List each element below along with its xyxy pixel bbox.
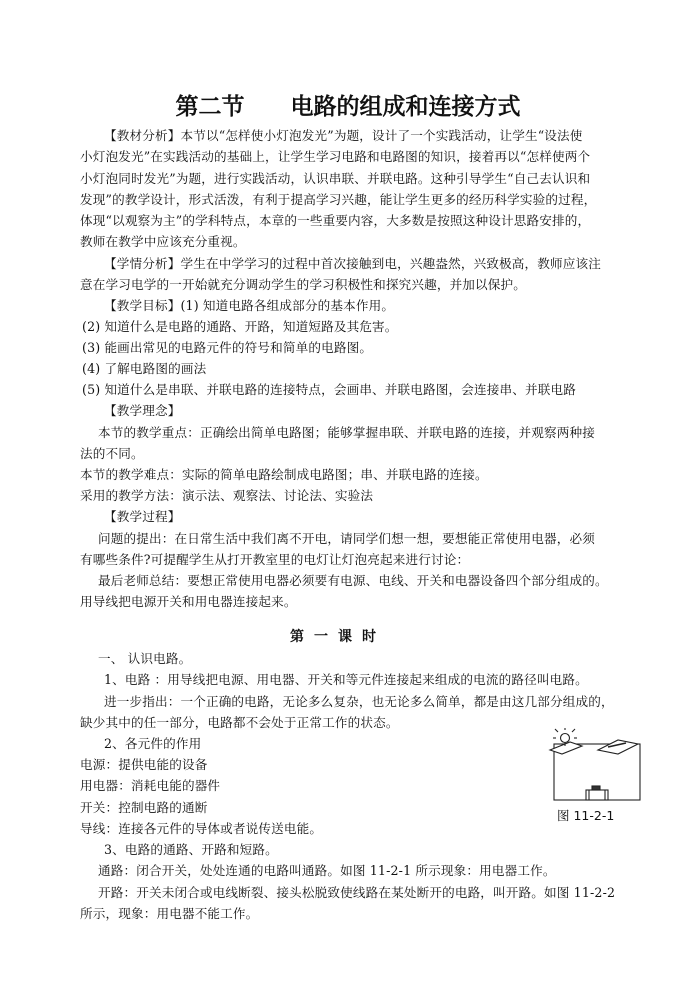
paragraph-line: 意在学习电学的一开始就充分调动学生的学习积极性和探究兴趣，并加以保护。 bbox=[80, 277, 527, 292]
paragraph-line: 【教学目标】(1) 知道电路各组成部分的基本作用。 bbox=[104, 298, 395, 313]
lesson-line: 进一步指出：一个正确的电路，无论多么复杂，也无论多么简单，都是由这几部分组成的， bbox=[104, 694, 614, 709]
lesson-line: 开关：控制电路的通断 bbox=[80, 800, 208, 815]
lesson-line: 通路：闭合开关，处处连通的电路叫通路。如图 11-2-1 所示现象：用电器工作。 bbox=[98, 863, 556, 878]
paragraph-line: 【学情分析】学生在中学学习的过程中首次接触到电，兴趣盎然，兴致极高，教师应该注 bbox=[104, 256, 602, 271]
paragraph-line: (2) 知道什么是电路的通路、开路，知道短路及其危害。 bbox=[82, 319, 398, 334]
lesson-line: 缺少其中的任一部分，电路都不会处于正常工作的状态。 bbox=[80, 715, 399, 730]
lesson-line: 所示，现象：用电器不能工作。 bbox=[80, 906, 259, 921]
paragraph-line: 教师在教学中应该充分重视。 bbox=[80, 234, 246, 249]
paragraph-line: 【教学过程】 bbox=[104, 509, 181, 524]
paragraph-line: 本节的教学重点：正确绘出简单电路图；能够掌握串联、并联电路的连接，并观察两种接 bbox=[98, 425, 596, 440]
page-title: 第二节 电路的组成和连接方式 bbox=[175, 94, 521, 120]
lesson-line: 一、 认识电路。 bbox=[98, 651, 192, 666]
figure-caption: 图 11-2-1 bbox=[557, 808, 615, 823]
paragraph-line: 体现“以观察为主”的学科特点，本章的一些重要内容，大多数是按照这种设计思路安排的， bbox=[80, 213, 591, 228]
paragraph-line: 用导线把电源开关和用电器连接起来。 bbox=[80, 594, 297, 609]
lesson-line: 开路：开关未闭合或电线断裂、接头松脱致使线路在某处断开的电路，叫开路。如图 11-2-2 bbox=[98, 885, 616, 900]
paragraph-line: 小灯泡同时发光”为题，进行实践活动，认识串联、并联电路。这种引导学生“自己去认识和 bbox=[80, 171, 591, 186]
light-ray bbox=[572, 729, 575, 732]
lesson-line: 导线：连接各元件的导体或者说传送电能。 bbox=[80, 821, 323, 836]
paragraph-line: 采用的教学方法：演示法、观察法、讨论法、实验法 bbox=[80, 488, 374, 503]
paragraph-line: 本节的教学难点：实际的简单电路绘制成电路图；串、并联电路的连接。 bbox=[80, 467, 488, 482]
paragraph-line: (3) 能画出常见的电路元件的符号和简单的电路图。 bbox=[82, 340, 373, 355]
lesson-line: 1、电路 ：用导线把电源、用电器、开关和等元件连接起来组成的电流的路径叫电路。 bbox=[104, 672, 588, 687]
circuit-diagram-figure bbox=[548, 728, 644, 804]
light-ray bbox=[555, 729, 558, 732]
lesson-line: 2、各元件的作用 bbox=[104, 736, 202, 751]
bulb-icon bbox=[561, 734, 570, 743]
paragraph-line: 问题的提出：在日常生活中我们离不开电，请同学们想一想，要想能正常使用电器，必须 bbox=[98, 531, 596, 546]
paragraph-line: 发现”的教学设计，形式活泼，有利于提高学习兴趣，能让学生更多的经历科学实验的过程， bbox=[80, 192, 597, 207]
paragraph-line: (5) 知道什么是串联、并联电路的连接特点，会画串、并联电路图，会连接串、并联电路 bbox=[82, 382, 576, 397]
paragraph-line: 【教材分析】本节以“怎样使小灯泡发光”为题，设计了一个实践活动，让学生“设法使 bbox=[104, 128, 583, 143]
paragraph-line: 最后老师总结：要想正常使用电器必须要有电源、电线、开关和电器设备四个部分组成的。 bbox=[98, 573, 608, 588]
paragraph-line: 法的不同。 bbox=[80, 446, 144, 461]
paragraph-line: 有哪些条件?可提醒学生从打开教室里的电灯让灯泡亮起来进行讨论： bbox=[80, 552, 470, 567]
lesson-line: 电源：提供电能的设备 bbox=[80, 757, 208, 772]
paragraph-line: 【教学理念】 bbox=[104, 403, 181, 418]
section-heading: 第一课时 bbox=[290, 629, 386, 645]
battery-terminal bbox=[592, 786, 600, 790]
paragraph-line: (4) 了解电路图的画法 bbox=[82, 361, 207, 376]
paragraph-line: 小灯泡发光”在实践活动的基础上，让学生学习电路和电路图的知识，接着再以“怎样使两个 bbox=[80, 149, 591, 164]
lesson-line: 用电器：消耗电能的器件 bbox=[80, 778, 221, 793]
switch-board bbox=[598, 740, 638, 754]
lesson-line: 3、电路的通路、开路和短路。 bbox=[104, 842, 278, 857]
